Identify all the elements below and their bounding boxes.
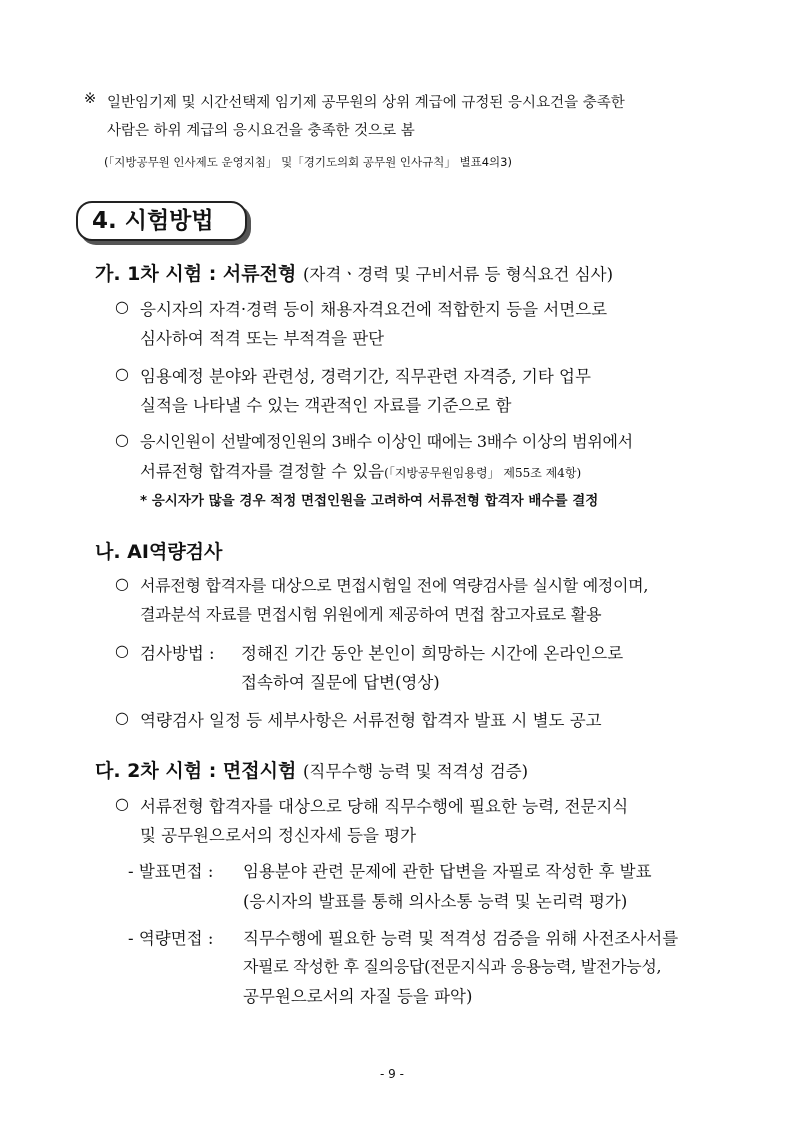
c-d2-label: - 역량면접 :	[128, 929, 214, 948]
subheading-a-paren: (자격ㆍ경력 및 구비서류 등 형식요건 심사)	[302, 265, 614, 284]
page-number: - 9 -	[380, 1067, 404, 1081]
bullet-icon: ○	[115, 708, 129, 727]
bullet-icon: ○	[115, 641, 129, 660]
a-b1-line2: 심사하여 적격 또는 부적격을 판단	[140, 329, 385, 348]
note-line-2: 사람은 하위 계급의 응시요건을 충족한 것으로 봄	[107, 123, 415, 139]
b-b2-label: 검사방법 :	[140, 644, 215, 663]
b-b2-line2: 접속하여 질문에 답변(영상)	[241, 673, 440, 692]
bullet-icon: ○	[115, 430, 129, 449]
subheading-c-paren: (직무수행 능력 및 적격성 검증)	[302, 762, 529, 781]
section-title: 4. 시험방법	[92, 208, 214, 234]
b-b3-line1: 역량검사 일정 등 세부사항은 서류전형 합격자 발표 시 별도 공고	[140, 711, 602, 730]
b-b1-line1: 서류전형 합격자를 대상으로 면접시험일 전에 역량검사를 실시할 예정이며,	[140, 576, 649, 595]
note-line-1: 일반임기제 및 시간선택제 임기제 공무원의 상위 계급에 규정된 응시요건을 충족한	[107, 95, 625, 111]
bullet-icon: ○	[115, 574, 129, 593]
bullet-icon: ○	[115, 794, 129, 813]
a-b3-line2	[140, 458, 581, 482]
a-star-note: * 응시자가 많을 경우 적정 면접인원을 고려하여 서류전형 합격자 배수를 결정	[140, 493, 599, 509]
a-b2-line1: 임용예정 분야와 관련성, 경력기간, 직무관련 자격증, 기타 업무	[140, 367, 591, 386]
note-source: (「지방공무원 인사제도 운영지침」 및「경기도의회 공무원 인사규칙」 별표4의3)	[104, 155, 512, 169]
a-b1-line1: 응시자의 자격·경력 등이 채용자격요건에 적합한지 등을 서면으로	[140, 300, 608, 319]
c-d2-line1: 직무수행에 필요한 능력 및 적격성 검증을 위해 사전조사서를	[243, 929, 679, 948]
a-b3-line1: 응시인원이 선발예정인원의 3배수 이상인 때에는 3배수 이상의 범위에서	[140, 432, 633, 451]
a-b3-line2-text: 서류전형 합격자를 결정할 수 있음	[140, 462, 385, 481]
bullet-icon: ○	[115, 364, 129, 383]
c-b1-line2: 및 공무원으로서의 정신자세 등을 평가	[140, 826, 417, 845]
b-b1-line2: 결과분석 자료를 면접시험 위원에게 제공하여 면접 참고자료로 활용	[140, 605, 602, 624]
c-d1-label: - 발표면접 :	[128, 862, 214, 881]
bullet-icon: ○	[115, 297, 129, 316]
a-b2-line2: 실적을 나타낼 수 있는 객관적인 자료를 기준으로 함	[140, 396, 512, 415]
subheading-b: 나. AI역량검사	[95, 541, 223, 563]
subheading-c-title: 다. 2차 시험 : 면접시험	[95, 760, 297, 782]
b-b2-line1: 정해진 기간 동안 본인이 희망하는 시간에 온라인으로	[241, 644, 624, 663]
subheading-a-title: 가. 1차 시험 : 서류전형	[95, 263, 297, 285]
c-d2-line3: 공무원으로서의 자질 등을 파악)	[243, 987, 473, 1006]
a-b3-reference: (「지방공무원임용령」 제55조 제4항)	[384, 466, 582, 480]
c-d1-line1: 임용분야 관련 문제에 관한 답변을 자필로 작성한 후 발표	[243, 862, 652, 881]
c-d2-line2: 자필로 작성한 후 질의응답(전문지식과 응용능력, 발전가능성,	[243, 957, 662, 976]
subheading-a	[95, 259, 613, 286]
c-b1-line1: 서류전형 합격자를 대상으로 당해 직무수행에 필요한 능력, 전문지식	[140, 797, 629, 816]
subheading-c	[95, 756, 528, 783]
note-mark: ※	[84, 91, 97, 107]
c-d1-line2: (응시자의 발표를 통해 의사소통 능력 및 논리력 평가)	[243, 892, 628, 911]
